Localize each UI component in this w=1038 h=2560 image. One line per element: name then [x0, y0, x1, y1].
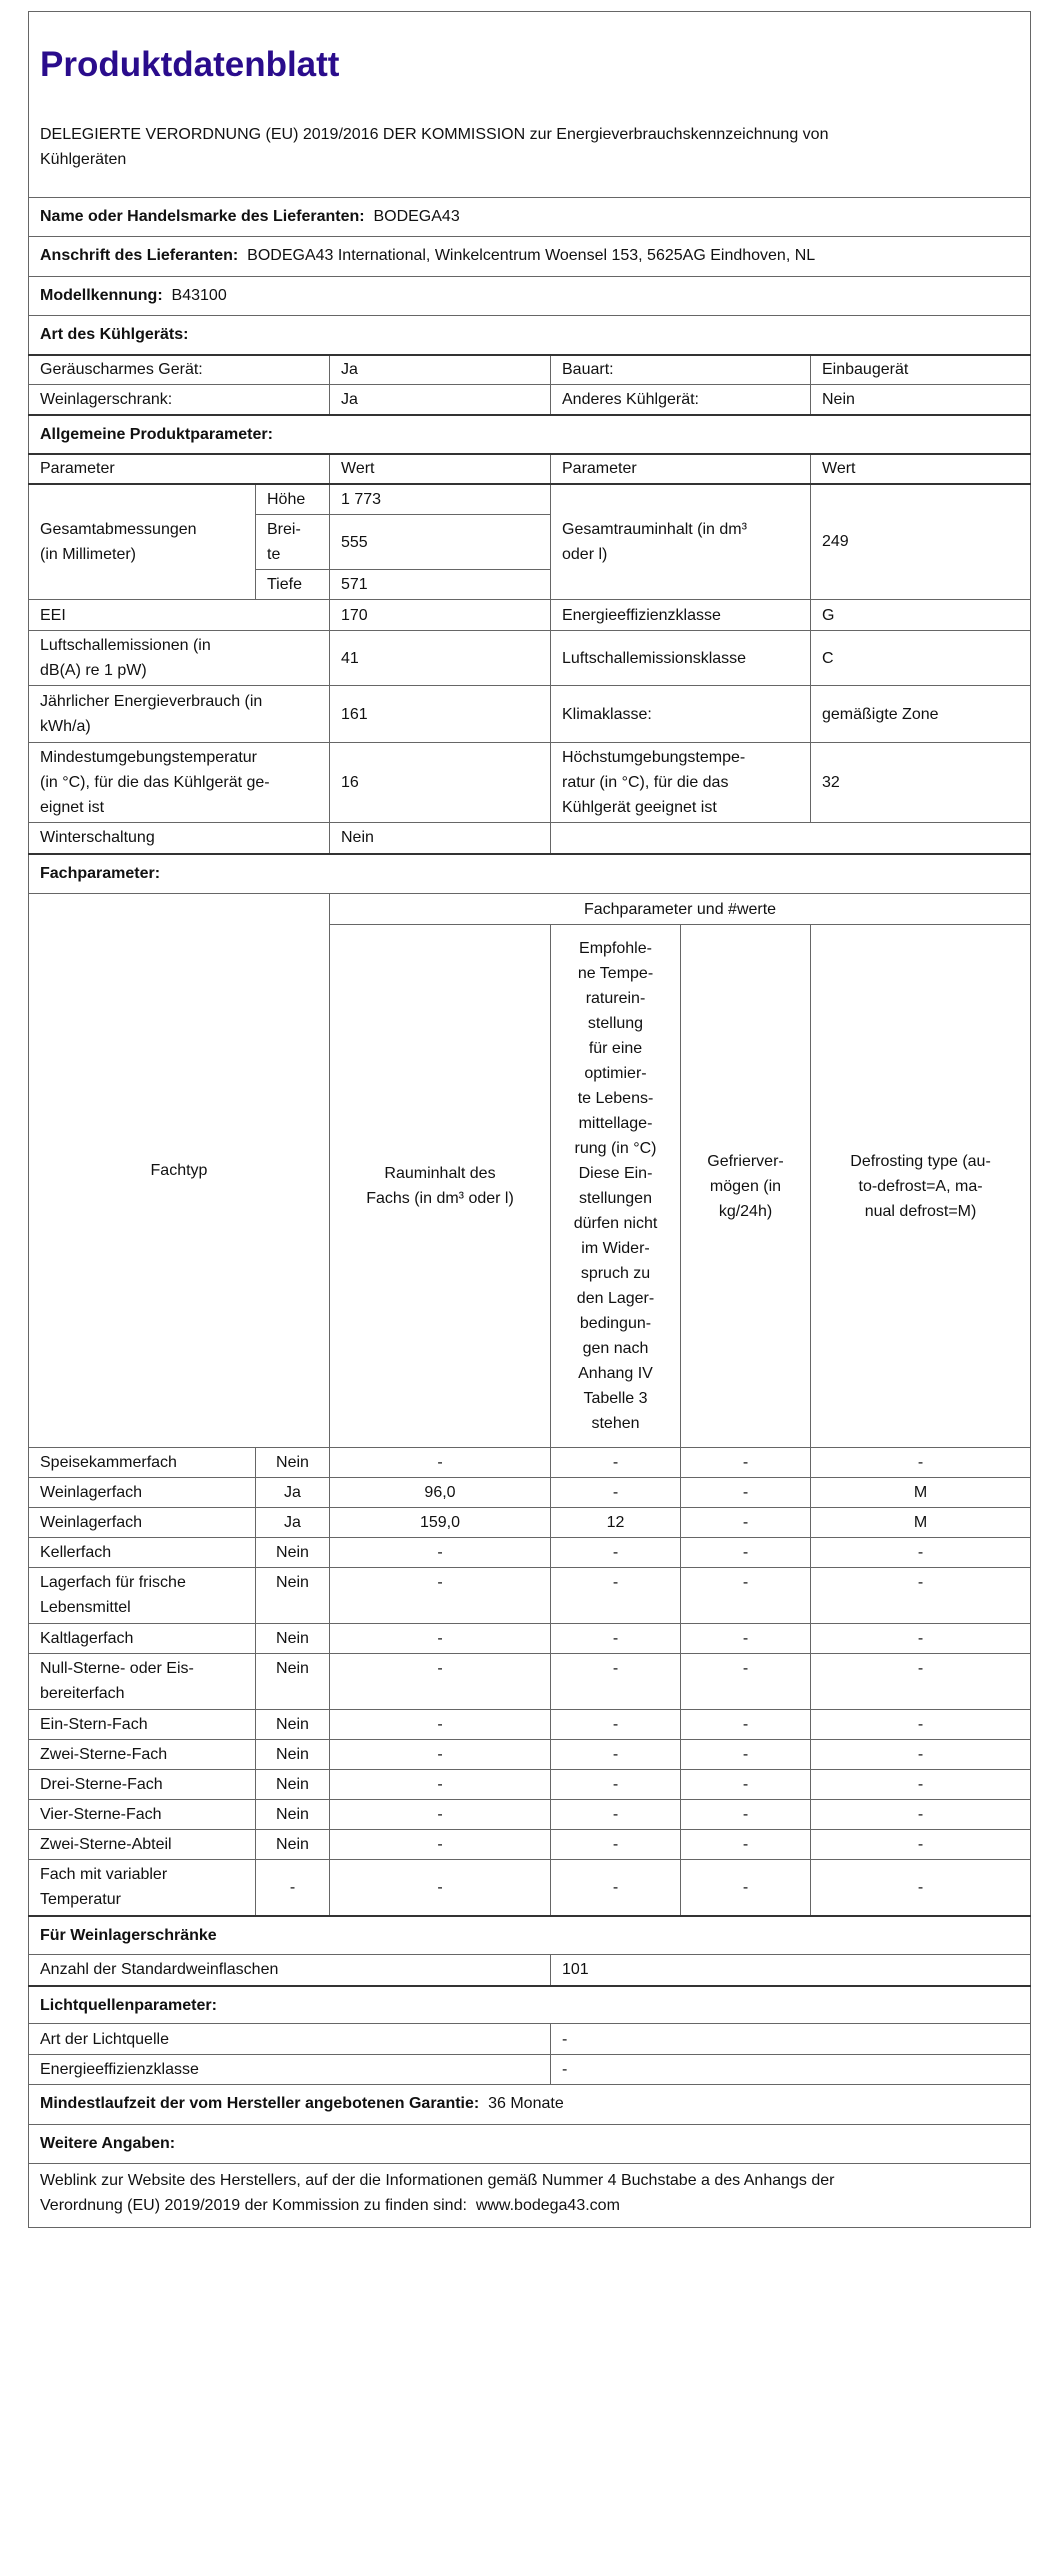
compartment-row [29, 1568, 1031, 1624]
compartment-volume: - [330, 1860, 551, 1916]
col-value: Wert [330, 454, 551, 484]
compartment-temp: 12 [551, 1508, 681, 1538]
depth-value: 571 [330, 570, 551, 600]
annual-energy-value: 161 [330, 686, 551, 743]
design-value: Einbaugerät [811, 355, 1031, 385]
compartment-present: Nein [256, 1538, 330, 1568]
manufacturer-website-link[interactable]: www.bodega43.com [475, 2197, 620, 2214]
compartment-defrost: M [811, 1508, 1031, 1538]
product-data-sheet [28, 11, 1031, 2228]
compartment-freeze: - [681, 1830, 811, 1860]
compartment-present: Nein [256, 1770, 330, 1800]
depth-label: Tiefe [256, 570, 330, 600]
col-defrost-type: Defrosting type (au- to-defrost=A, ma- nual defrost=M) [811, 925, 1031, 1448]
col-freezing-capacity: Gefrierver- mögen (in kg/24h) [681, 925, 811, 1448]
noise-class-label: Luftschallemissionsklasse [551, 631, 811, 686]
compartment-type: Weinlagerfach [29, 1478, 256, 1508]
header-cell [29, 12, 1031, 198]
compartment-type: Kellerfach [29, 1538, 256, 1568]
compartment-row [29, 1770, 1031, 1800]
compartment-row [29, 1478, 1031, 1508]
compartment-present: Nein [256, 1654, 330, 1710]
compartment-volume: - [330, 1624, 551, 1654]
compartment-present: Nein [256, 1740, 330, 1770]
compartment-row [29, 1538, 1031, 1568]
compartment-present: Nein [256, 1830, 330, 1860]
compartment-type: Kaltlagerfach [29, 1624, 256, 1654]
width-value: 555 [330, 515, 551, 570]
compartment-temp: - [551, 1448, 681, 1478]
winter-value: Nein [330, 823, 551, 854]
type-heading: Art des Kühlgeräts: [29, 316, 1031, 355]
compartment-row [29, 1740, 1031, 1770]
light-type-label: Art der Lichtquelle [29, 2024, 551, 2055]
noise-class-value: C [811, 631, 1031, 686]
compartment-volume: - [330, 1448, 551, 1478]
climate-class-value: gemäßigte Zone [811, 686, 1031, 743]
compartment-freeze: - [681, 1800, 811, 1830]
light-type-value: - [551, 2024, 1031, 2055]
col-value-2: Wert [811, 454, 1031, 484]
volume-label: Gesamtrauminhalt (in dm³ oder l) [551, 484, 811, 600]
light-class-value: - [551, 2055, 1031, 2085]
compartment-present: Nein [256, 1800, 330, 1830]
compartment-row [29, 1654, 1031, 1710]
col-compartment-type: Fachtyp [29, 894, 330, 1448]
supplier-name-label: Name oder Handelsmarke des Lieferanten: [40, 208, 365, 225]
compartment-defrost: - [811, 1800, 1031, 1830]
compartment-type: Zwei-Sterne-Abteil [29, 1830, 256, 1860]
volume-value: 249 [811, 484, 1031, 600]
compartment-volume: - [330, 1830, 551, 1860]
wine-cabinet-label: Weinlagerschrank: [29, 385, 330, 415]
supplier-name-value: BODEGA43 [373, 208, 460, 225]
compartment-freeze: - [681, 1860, 811, 1916]
empty-cell [551, 823, 1031, 854]
compartment-temp: - [551, 1654, 681, 1710]
regulation-subtitle: DELEGIERTE VERORDNUNG (EU) 2019/2016 DER KOMMISSION zur Energieverbrauchskennzeichnung von Kühlgeräten [40, 126, 829, 168]
col-volume: Rauminhalt des Fachs (in dm³ oder l) [330, 925, 551, 1448]
col-parameter-2: Parameter [551, 454, 811, 484]
compartment-defrost: - [811, 1538, 1031, 1568]
compartment-present: Ja [256, 1478, 330, 1508]
compartment-defrost: - [811, 1710, 1031, 1740]
width-label: Brei- te [256, 515, 330, 570]
compartment-defrost: - [811, 1770, 1031, 1800]
supplier-name-row [29, 198, 1031, 237]
compartment-volume: - [330, 1710, 551, 1740]
compartment-type: Weinlagerfach [29, 1508, 256, 1538]
compartment-volume: - [330, 1740, 551, 1770]
further-heading: Weitere Angaben: [29, 2125, 1031, 2164]
compartment-freeze: - [681, 1508, 811, 1538]
compartment-volume: 159,0 [330, 1508, 551, 1538]
supplier-address-row [29, 237, 1031, 277]
wine-cabinet-value: Ja [330, 385, 551, 415]
light-class-label: Energieeffizienzklasse [29, 2055, 551, 2085]
bottles-value: 101 [551, 1955, 1031, 1986]
eei-value: 170 [330, 600, 551, 631]
compartment-temp: - [551, 1800, 681, 1830]
compartment-defrost: M [811, 1478, 1031, 1508]
model-label: Modellkennung: [40, 287, 163, 304]
low-noise-label: Geräuscharmes Gerät: [29, 355, 330, 385]
winter-label: Winterschaltung [29, 823, 330, 854]
compartment-freeze: - [681, 1448, 811, 1478]
compartment-volume: - [330, 1538, 551, 1568]
compartment-type: Zwei-Sterne-Fach [29, 1740, 256, 1770]
annual-energy-label: Jährlicher Energieverbrauch (in kWh/a) [29, 686, 330, 743]
compartment-freeze: - [681, 1710, 811, 1740]
compartment-present: - [256, 1860, 330, 1916]
compartment-type: Drei-Sterne-Fach [29, 1770, 256, 1800]
height-value: 1 773 [330, 484, 551, 515]
compartment-present: Nein [256, 1624, 330, 1654]
design-label: Bauart: [551, 355, 811, 385]
min-temp-label: Mindestumgebungstemperatur (in °C), für die das Kühlgerät ge- eignet ist [29, 743, 330, 823]
compartment-temp: - [551, 1860, 681, 1916]
compartment-freeze: - [681, 1538, 811, 1568]
compartment-volume: - [330, 1568, 551, 1624]
compartment-temp: - [551, 1740, 681, 1770]
compartment-volume: - [330, 1800, 551, 1830]
compartment-type: Null-Sterne- oder Eis- bereiterfach [29, 1654, 256, 1710]
other-appliance-label: Anderes Kühlgerät: [551, 385, 811, 415]
compartment-defrost: - [811, 1448, 1031, 1478]
compartment-row [29, 1860, 1031, 1916]
compartment-present: Nein [256, 1710, 330, 1740]
compartment-freeze: - [681, 1478, 811, 1508]
weblink-text: Weblink zur Website des Herstellers, auf der die Informationen gemäß Nummer 4 Buchstabe a des Anhangs der Verordnung (EU) 2019/2019 der Kommission zu finden sind: [40, 2172, 835, 2214]
compartment-defrost: - [811, 1654, 1031, 1710]
compartment-temp: - [551, 1624, 681, 1654]
compartment-temp: - [551, 1710, 681, 1740]
compartment-volume: - [330, 1770, 551, 1800]
compartment-temp: - [551, 1568, 681, 1624]
compartment-freeze: - [681, 1568, 811, 1624]
compartment-freeze: - [681, 1654, 811, 1710]
compartment-defrost: - [811, 1624, 1031, 1654]
compartment-row [29, 1448, 1031, 1478]
compartment-defrost: - [811, 1568, 1031, 1624]
low-noise-value: Ja [330, 355, 551, 385]
col-group-header: Fachparameter und #werte [330, 894, 1031, 925]
compartment-defrost: - [811, 1830, 1031, 1860]
light-heading: Lichtquellenparameter: [29, 1986, 1031, 2024]
max-temp-label: Höchstumgebungstempe- ratur (in °C), für die das Kühlgerät geeignet ist [551, 743, 811, 823]
col-parameter: Parameter [29, 454, 330, 484]
compartment-volume: - [330, 1654, 551, 1710]
climate-class-label: Klimaklasse: [551, 686, 811, 743]
compartment-defrost: - [811, 1740, 1031, 1770]
page-title: Produktdatenblatt [40, 45, 340, 84]
energy-class-value: G [811, 600, 1031, 631]
weblink-row [29, 2164, 1031, 2228]
compartment-type: Vier-Sterne-Fach [29, 1800, 256, 1830]
compartment-freeze: - [681, 1740, 811, 1770]
warranty-value: 36 Monate [488, 2095, 564, 2112]
noise-value: 41 [330, 631, 551, 686]
compartments-heading: Fachparameter: [29, 854, 1031, 894]
compartment-temp: - [551, 1830, 681, 1860]
compartment-type: Speisekammerfach [29, 1448, 256, 1478]
compartment-present: Nein [256, 1448, 330, 1478]
compartment-row [29, 1710, 1031, 1740]
compartment-present: Nein [256, 1568, 330, 1624]
supplier-address-label: Anschrift des Lieferanten: [40, 247, 239, 264]
compartment-freeze: - [681, 1770, 811, 1800]
compartment-present: Ja [256, 1508, 330, 1538]
bottles-label: Anzahl der Standardweinflaschen [29, 1955, 551, 1986]
model-value: B43100 [171, 287, 227, 304]
compartment-type: Fach mit variabler Temperatur [29, 1860, 256, 1916]
compartment-row [29, 1508, 1031, 1538]
other-appliance-value: Nein [811, 385, 1031, 415]
warranty-label: Mindestlaufzeit der vom Hersteller angebotenen Garantie: [40, 2095, 480, 2112]
eei-label: EEI [29, 600, 330, 631]
compartment-defrost: - [811, 1860, 1031, 1916]
compartment-temp: - [551, 1770, 681, 1800]
height-label: Höhe [256, 484, 330, 515]
compartment-temp: - [551, 1538, 681, 1568]
energy-class-label: Energieeffizienzklasse [551, 600, 811, 631]
compartment-type: Ein-Stern-Fach [29, 1710, 256, 1740]
dimensions-label: Gesamtabmessungen (in Millimeter) [29, 484, 256, 600]
model-row [29, 277, 1031, 316]
noise-label: Luftschallemissionen (in dB(A) re 1 pW) [29, 631, 330, 686]
wine-heading: Für Weinlagerschränke [29, 1916, 1031, 1955]
compartment-row [29, 1624, 1031, 1654]
compartment-temp: - [551, 1478, 681, 1508]
compartment-row [29, 1800, 1031, 1830]
max-temp-value: 32 [811, 743, 1031, 823]
compartment-volume: 96,0 [330, 1478, 551, 1508]
col-recommended-temp: Empfohle- ne Tempe- raturein- stellung für eine optimier- te Lebens- mittellage- rung (in °C) Diese Ein- stellungen dürfen nicht im Wider- spruch zu den Lager- bedingun- gen nach Anhang IV Tabelle 3 stehen [551, 925, 681, 1448]
general-heading: Allgemeine Produktparameter: [29, 415, 1031, 454]
compartment-type: Lagerfach für frische Lebensmittel [29, 1568, 256, 1624]
min-temp-value: 16 [330, 743, 551, 823]
supplier-address-value: BODEGA43 International, Winkelcentrum Woensel 153, 5625AG Eindhoven, NL [247, 247, 816, 264]
compartment-row [29, 1830, 1031, 1860]
warranty-row [29, 2085, 1031, 2125]
compartment-freeze: - [681, 1624, 811, 1654]
